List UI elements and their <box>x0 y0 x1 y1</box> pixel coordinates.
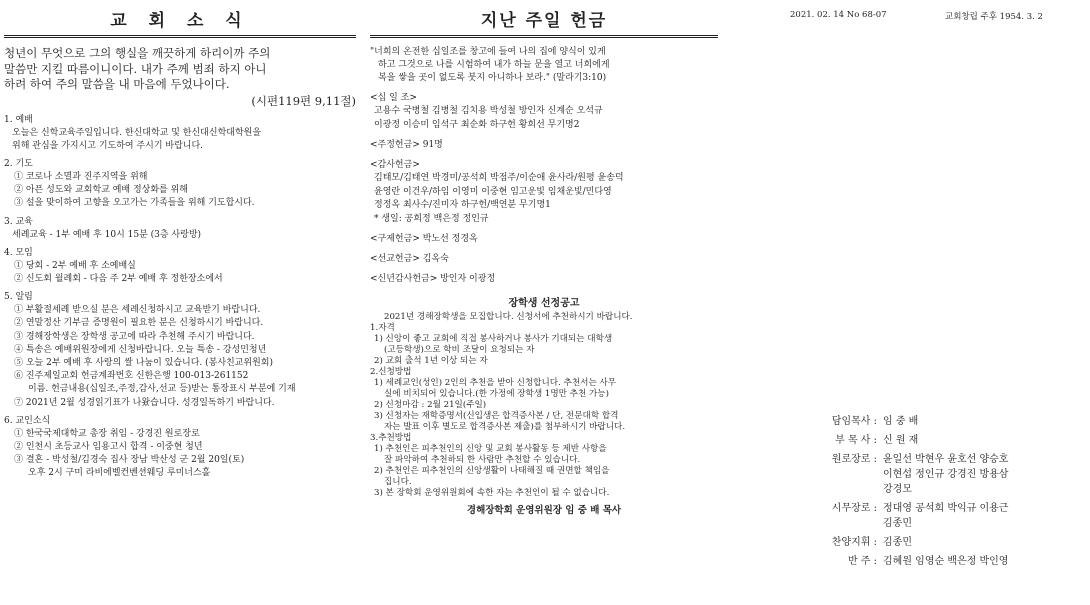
staff-row <box>815 433 1008 448</box>
section-line: ③ 경해장학생은 장학생 공고에 따라 추천해 주시기 바랍니다. <box>14 331 255 342</box>
scholarship-line: 1) 신앙이 좋고 교회에 직접 봉사하거나 봉사가 기대되는 대학생 <box>374 334 613 344</box>
section-line: ⑤ 오늘 2부 예배 후 사랑의 쌀 나눔이 있습니다. (봉사친교위원회) <box>14 357 274 368</box>
section-line: 세례교육 - 1부 예배 후 10시 15분 (3층 사랑방) <box>12 229 202 240</box>
scholarship-line: 잘 파악하여 추천하되 한 사람만 추천할 수 있습니다. <box>384 455 581 465</box>
scholarship-line: 2) 추천인은 피추천인의 신앙생활이 나태해질 때 권면할 책임을 <box>374 466 610 476</box>
verse-line: 하려 하여 주의 말씀을 내 마음에 두었나이다. <box>4 77 230 91</box>
offering-names-line: * 생일: 공희정 백은정 정인규 <box>374 213 489 224</box>
staff-names: 신 원 재 <box>883 435 919 446</box>
scholarship-line: 3.추천방법 <box>370 433 412 443</box>
staff-label: 찬양지휘 : <box>831 537 877 548</box>
staff-names: 김혜원 임영순 백은정 박인영 <box>883 556 1009 567</box>
section-line: ① 한국국제대학교 총장 취임 - 강경진 원로장로 <box>14 428 200 439</box>
section-line: 오후 2시 구미 라비에벨컨벤션웨딩 루미너스홀 <box>28 468 211 479</box>
scholarship-footer: 경해장학회 운영위원장 임 중 배 목사 <box>466 505 622 516</box>
church-founded: 교회창립 주후 1954. 3. 2 <box>945 12 1043 22</box>
section-line: ① 코로나 소멸과 진주지역을 위해 <box>14 171 148 182</box>
section-heading: 1. 예배 <box>4 114 33 125</box>
section-heading: 6. 교인소식 <box>4 415 51 426</box>
scholarship-line: 1) 추천인은 피추천인의 신앙 및 교회 봉사활동 등 제반 사항을 <box>374 444 607 454</box>
verse-reference: (시편119편 9,11절) <box>251 93 356 108</box>
scholarship-line: 자는 발표 이후 별도로 합격증사본 제출)를 첨부하시기 바랍니다. <box>384 422 626 432</box>
scholarship-line: 2) 교회 출석 1년 이상 되는 자 <box>374 356 488 366</box>
staff-label: 원로장로 : <box>831 454 877 465</box>
scholarship-line: 2.신청방법 <box>370 367 412 377</box>
quote-line: "너희의 온전한 십일조를 창고에 들여 나의 집에 양식이 있게 <box>370 47 606 57</box>
section-line: ② 인천시 초등교사 임용고시 합격 - 이중현 청년 <box>14 441 203 452</box>
section-line: ③ 결혼 - 박성철/김경숙 집사 장남 박산성 군 2월 20일(토) <box>14 455 245 466</box>
section-line: ③ 설을 맞이하여 고향을 오고가는 가족들을 위해 기도합시다. <box>14 198 255 209</box>
staff-label: 반 주 : <box>847 556 877 567</box>
section-line: ② 신도회 월례회 - 다음 주 2부 예배 후 정한장소에서 <box>14 273 223 284</box>
bulletin-date: 2021. 02. 14 No 68-07 <box>790 10 887 20</box>
section-heading: 3. 교육 <box>4 216 33 227</box>
quote-line: 복을 쌓을 곳이 없도록 붓지 아니하나 보라." (말라기3:10) <box>378 73 607 83</box>
offering-group-label: <주정헌금> 91명 <box>370 140 443 150</box>
offering-column <box>366 0 718 516</box>
scholarship-line: 2021년 경해장학생을 모집합니다. 신청서에 추천하시기 바랍니다. <box>384 312 633 322</box>
scholarship-line: 집니다. <box>384 477 412 487</box>
verse-line: 말씀만 지킬 따름이니이다. 내가 주께 범죄 하지 아니 <box>4 61 267 76</box>
offering-names-line: 김태모/김태연 박경미/공석희 박점주/이순애 윤사라/원평 윤송덕 <box>374 173 624 183</box>
offering-names-line: 윤영란 이건우/하임 이영미 이중현 임고운빛 임채운빛/민다영 <box>374 186 612 197</box>
scholarship-line: 실에 비치되어 있습니다.(한 가정에 장학생 1명만 추천 가능) <box>384 389 609 399</box>
section-line: 이름. 헌금내용(십일조,주정,감사,선교 등)받는 통장표시 부분에 기재 <box>28 384 296 395</box>
staff-names: 정대영 공석희 박익규 이용근 <box>883 503 1009 514</box>
staff-list <box>815 414 1008 569</box>
staff-label: 시무장로 : <box>831 503 877 514</box>
staff-names: 임 중 배 <box>883 416 919 427</box>
announcements-title: 교 회 소 식 <box>4 6 356 38</box>
section-line: ② 연말정산 기부금 증명원이 필요한 분은 신청하시기 바랍니다. <box>14 318 264 329</box>
offering-groups <box>370 92 718 286</box>
section-line: 오늘은 신학교육주일입니다. 한신대학교 및 한신대신학대학원을 <box>12 127 262 138</box>
staff-row <box>815 554 1008 569</box>
staff-names-cont: 이현섭 정인규 강경진 방용삼 <box>883 469 1009 480</box>
section-line: 위해 관심을 가지시고 기도하여 주시기 바랍니다. <box>12 140 204 151</box>
staff-label: 담임목사 : <box>831 416 877 427</box>
offering-names-line: 정정옥 최사수/진미자 하구헌/백연분 무기명1 <box>374 200 551 210</box>
offering-group-label: <감사헌금> <box>370 160 420 170</box>
verse-text <box>4 46 356 93</box>
scholarship-line: 3) 신청자는 재학증명서(신입생은 합격증사본 / 단, 전문대학 합격 <box>374 411 619 421</box>
staff-row <box>815 501 1008 516</box>
section-heading: 2. 기도 <box>4 158 33 169</box>
staff-names: 윤일선 박현우 윤호선 양승호 <box>883 454 1009 465</box>
section-line: ⑥ 진주제일교회 헌금계좌번호 신한은행 100-013-261152 <box>14 371 249 382</box>
offering-names-line: 고용수 국병철 김병철 김치용 박성철 방인자 신계순 오석규 <box>374 106 603 116</box>
scholarship-body <box>370 312 718 499</box>
church-info-column <box>720 0 1090 567</box>
announcement-sections <box>4 114 356 481</box>
section-heading: 4. 모임 <box>4 247 33 258</box>
verse-line: 청년이 무엇으로 그의 행실을 깨끗하게 하리이까 주의 <box>4 46 271 60</box>
scholarship-line: 1.자격 <box>370 323 395 333</box>
staff-label: 부 목 사 : <box>835 435 877 446</box>
scholarship-line: 1) 세례교인(성인) 2인의 추천을 받아 신청합니다. 추천서는 사무 <box>374 378 617 388</box>
staff-names-cont: 강경모 <box>883 484 912 495</box>
offering-group-label: <구제헌금> 박노선 정경옥 <box>370 234 478 244</box>
offering-title: 지난 주일 헌금 <box>370 6 718 38</box>
scholarship-title: 장학생 선정공고 <box>508 298 580 309</box>
offering-group-label: <선교헌금> 김옥숙 <box>370 254 449 264</box>
staff-names: 김종민 <box>883 537 912 548</box>
section-heading: 5. 알림 <box>4 292 33 303</box>
scholarship-line: (고등학생)으로 학비 조달이 요청되는 자 <box>384 345 535 355</box>
announcements-column <box>0 0 356 481</box>
section-line: ⑦ 2021년 2월 성경읽기표가 나왔습니다. 성경일독하기 바랍니다. <box>14 397 275 408</box>
section-line: ② 아픈 성도와 교회학교 예배 정상화를 위해 <box>14 185 188 196</box>
scholarship-line: 2) 신청마감 : 2월 21일(주일) <box>374 400 487 410</box>
section-line: ① 부활절세례 받으실 분은 세례신청하시고 교육받기 바랍니다. <box>14 305 261 316</box>
offering-names-line: 이광정 이승미 임석구 최순화 하구헌 황희선 무기명2 <box>374 119 580 130</box>
offering-group-label: <신년감사헌금> 방인자 이광정 <box>370 274 496 284</box>
offering-group-label: <십 일 조> <box>370 93 417 103</box>
staff-row <box>815 414 1008 429</box>
quote-line: 하고 그것으로 나를 시험하여 내가 하늘 문을 열고 너희에게 <box>378 60 610 70</box>
staff-names-cont: 김종민 <box>883 518 912 529</box>
offering-quote <box>370 46 718 85</box>
scholarship-line: 3) 본 장학회 운영위원회에 속한 자는 추천인이 될 수 없습니다. <box>374 488 610 498</box>
staff-row <box>815 452 1008 467</box>
section-line: ④ 특송은 예배위원장에게 신청바랍니다. 오늘 특송 - 강성민청년 <box>14 344 267 355</box>
section-line: ① 당회 - 2부 예배 후 소예배실 <box>14 260 136 271</box>
staff-row <box>815 535 1008 550</box>
